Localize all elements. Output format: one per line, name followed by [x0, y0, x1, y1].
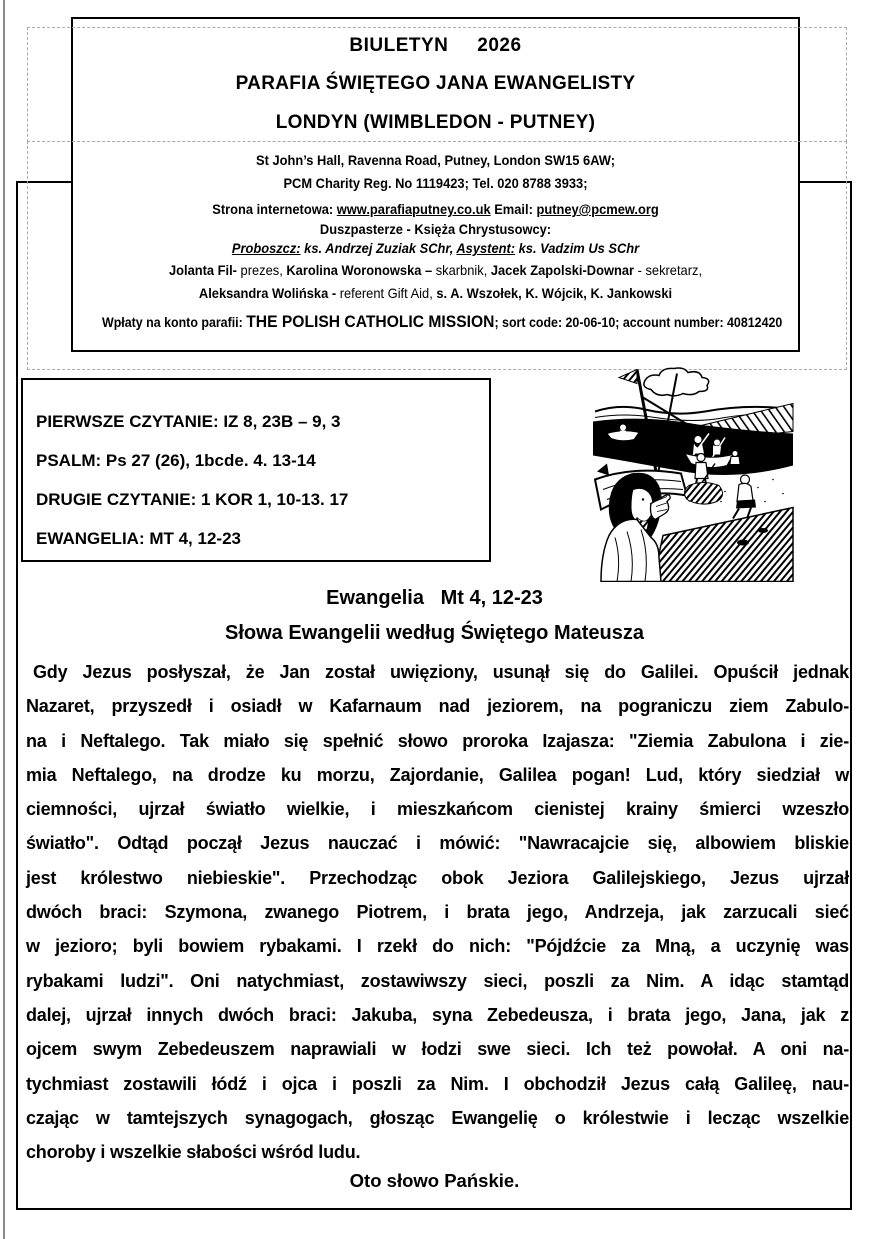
- council-member: Karolina Woronowska –: [286, 262, 433, 278]
- sisters-and-others: s. A. Wszołek, K. Wójcik, K. Jankowski: [436, 285, 673, 301]
- gospel-line: światło". Odtąd począł Jezus nauczać i mówić: "Nawracajcie się, albowiem bliskie: [26, 833, 849, 854]
- council-line-2: [102, 285, 769, 301]
- gospel-line: czając w tamtejszych synagogach, głosząc Ewangelię o królestwie i lecząc wszelkie: [26, 1107, 849, 1128]
- gospel-line: ojcem swym Zebedeuszem naprawiali w łodzi swe sieci. Ich też powołał. A oni na-: [26, 1039, 849, 1060]
- clergy-heading: Duszpasterze - Księża Chrystusowcy:: [319, 221, 552, 237]
- reading-line: PIERWSZE CZYTANIE: IZ 8, 23B – 9, 3: [36, 412, 341, 431]
- assistant-label: Asystent:: [456, 240, 516, 256]
- assistant-name: ks. Vadzim Us SChr: [515, 240, 640, 256]
- pastor-name: ks. Andrzej Zuziak SChr,: [300, 240, 457, 256]
- gospel-line: jest królestwo niebieskie". Przechodząc obok Jeziora Galilejskiego, Jezus ujrzał: [26, 867, 849, 888]
- payment-organization: THE POLISH CATHOLIC MISSION: [246, 312, 495, 331]
- gospel-subtitle: Słowa Ewangelii według Świętego Mateusza: [225, 622, 644, 644]
- payment-bank-details: ; sort code: 20-06-10; account number: 40812420: [494, 315, 783, 330]
- gospel-line: w jezioro; byli bowiem rybakami. I rzekł do nich: "Pójdźcie za Mną, a uczynię was: [26, 936, 849, 957]
- charity-and-phone: PCM Charity Reg. No 1119423; Tel. 020 8788 3933;: [283, 175, 588, 191]
- gospel-closing: Oto słowo Pańskie.: [349, 1170, 520, 1191]
- payment-line: [102, 312, 783, 333]
- council-member: Aleksandra Wolińska -: [198, 285, 337, 301]
- website-email-line: [102, 201, 769, 217]
- council-role: skarbnik,: [432, 262, 491, 278]
- gospel-line: Gdy Jezus posłyszał, że Jan został uwięziony, usunął się do Galilei. Opuścił jednak: [33, 662, 849, 682]
- parish-address: St John’s Hall, Ravenna Road, Putney, London SW15 6AW;: [255, 152, 616, 168]
- email-link[interactable]: putney@pcmew.org: [536, 201, 659, 217]
- website-label: Strona internetowa:: [212, 201, 337, 217]
- council-role: referent Gift Aid,: [336, 285, 437, 301]
- jesus-calling-fishermen-image: [593, 367, 795, 582]
- council-role: prezes,: [236, 262, 287, 278]
- council-line-1: [102, 262, 769, 278]
- council-member: Jolanta Fil-: [168, 262, 237, 278]
- website-link[interactable]: www.parafiaputney.co.uk: [336, 201, 491, 217]
- parish-header-box: [71, 17, 800, 352]
- page-left-rule: [3, 0, 5, 1239]
- gospel-line: choroby i wszelkie słabości wśród ludu.: [26, 1142, 361, 1163]
- gospel-line: mia Neftalego, na drodze ku morzu, Zajordanie, Galilea pogan! Lud, który siedział w: [26, 764, 849, 785]
- parish-location: LONDYN (WIMBLEDON - PUTNEY): [275, 112, 596, 133]
- council-role: - sekretarz,: [634, 262, 703, 278]
- parish-name: PARAFIA ŚWIĘTEGO JANA EWANGELISTY: [235, 73, 636, 94]
- readings-box: [21, 378, 491, 562]
- payment-label: Wpłaty na konto parafii:: [102, 315, 247, 330]
- gospel-line: dalej, ujrzał innych dwóch braci: Jakuba, syna Zebedeusza, i brata jego, Jana, jak z: [26, 1004, 849, 1025]
- reading-line: EWANGELIA: MT 4, 12-23: [36, 529, 241, 548]
- pastor-label: Proboszcz:: [231, 240, 301, 256]
- reading-line: PSALM: Ps 27 (26), 1bcde. 4. 13-14: [36, 451, 316, 470]
- gospel-line: tychmiast zostawili łódź i ojca i poszli za Nim. I obchodził Jezus całą Galileę, nau-: [26, 1073, 849, 1094]
- email-label: Email:: [490, 201, 537, 217]
- gospel-illustration: [593, 367, 795, 582]
- gospel-line: Nazaret, przyszedł i osiadł w Kafarnaum nad jeziorem, na pograniczu ziem Zabulo-: [26, 696, 849, 717]
- bulletin-title: BIULETYN 2026: [349, 35, 522, 56]
- gospel-text: [26, 655, 849, 1169]
- gospel-line: ciemności, ujrzał światło wielkie, i mieszkańcom cienistej krainy śmierci wzeszło: [26, 799, 849, 820]
- gospel-line: na i Neftalego. Tak miało się spełnić słowo proroka Izajasza: "Ziemia Zabulona i zie-: [26, 730, 849, 751]
- reading-line: DRUGIE CZYTANIE: 1 KOR 1, 10-13. 17: [36, 490, 349, 509]
- gospel-line: dwóch braci: Szymona, zwanego Piotrem, i brata jego, Andrzeja, jak zarzucali sieć: [26, 902, 849, 923]
- gospel-line: rybakami ludzi". Oni natychmiast, zostawiwszy sieci, poszli za Nim. A idąc stamtąd: [26, 970, 849, 991]
- pastor-line: [102, 240, 769, 256]
- council-member: Jacek Zapolski-Downar: [490, 262, 635, 278]
- gospel-title: Ewangelia Mt 4, 12-23: [326, 587, 543, 609]
